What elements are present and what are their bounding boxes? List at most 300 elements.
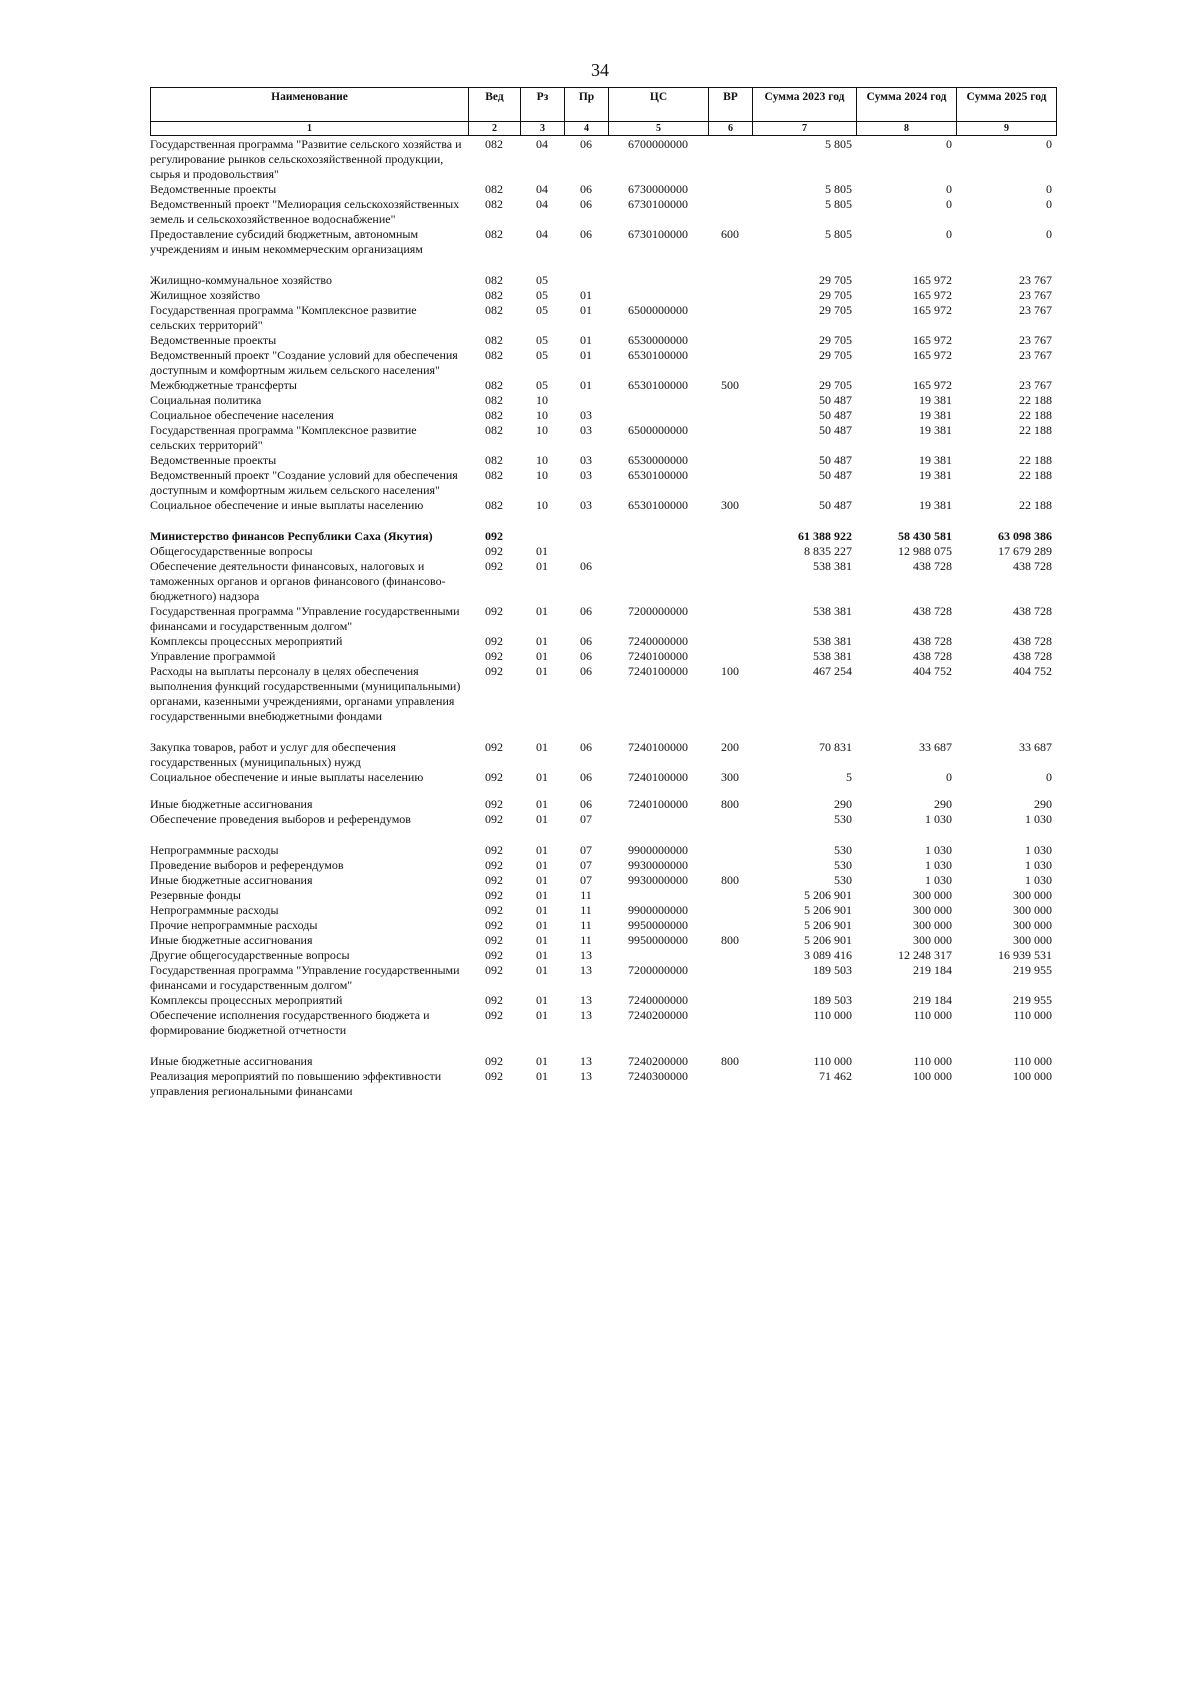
row-name: Социальное обеспечение и иные выплаты населению: [150, 498, 424, 512]
row-pr: [564, 257, 608, 288]
row-name: Социальное обеспечение населения: [150, 408, 334, 422]
row-ved: 092: [485, 903, 503, 917]
row-sum-2023: 5 805: [825, 227, 852, 241]
row-sum-2025: 63 098 386: [998, 529, 1052, 543]
row-sum-2023: 29 705: [819, 288, 852, 302]
header-cs: ЦС: [609, 88, 709, 122]
row-name: Комплексы процессных мероприятий: [150, 993, 343, 1007]
row-cs: 6500000000: [628, 303, 688, 317]
table-row: [150, 1008, 1056, 1038]
row-sum-2025: 16 939 531: [998, 948, 1052, 962]
row-cs: 6730000000: [628, 182, 688, 196]
row-sum-2025: 23 767: [1019, 333, 1052, 347]
header-index-7: 7: [753, 122, 857, 136]
header-sum-2023: Сумма 2023 год: [753, 88, 857, 122]
row-pr: 07: [580, 873, 592, 887]
row-pr: 06: [580, 797, 592, 811]
row-ved: 092: [485, 858, 503, 872]
row-rz: 10: [536, 393, 548, 407]
row-vr: [708, 393, 752, 408]
row-vr: [708, 812, 752, 827]
table-row: [150, 604, 1056, 634]
row-sum-2024: 12 248 317: [898, 948, 952, 962]
row-sum-2024: 300 000: [913, 888, 952, 902]
row-rz: 10: [536, 453, 548, 467]
row-pr: 11: [580, 933, 592, 947]
row-sum-2023: 3 089 416: [804, 948, 852, 962]
row-name: Государственная программа "Управление государственными финансами и государственным долгом": [150, 604, 460, 633]
row-ved: 092: [485, 544, 503, 558]
row-sum-2025: 0: [1046, 197, 1052, 211]
table-row: [150, 933, 1056, 948]
row-sum-2023: 50 487: [819, 498, 852, 512]
row-pr: 06: [580, 664, 592, 678]
row-pr: 06: [580, 559, 592, 573]
row-ved: 092: [485, 963, 503, 977]
row-cs: [608, 393, 708, 408]
row-rz: 01: [536, 948, 548, 962]
row-sum-2025: 0: [1046, 227, 1052, 241]
row-sum-2024: 438 728: [913, 604, 952, 618]
row-name: Иные бюджетные ассигнования: [150, 873, 313, 887]
row-cs: [608, 544, 708, 559]
row-sum-2024: 110 000: [913, 1054, 952, 1068]
row-cs: 7240300000: [628, 1069, 688, 1083]
row-rz: 01: [536, 903, 548, 917]
row-name: Предоставление субсидий бюджетным, автономным учреждениям и иным некоммерческим организациям: [150, 227, 423, 256]
table-row: [150, 257, 1056, 288]
row-sum-2023: 5 805: [825, 182, 852, 196]
row-name: Социальное обеспечение и иные выплаты населению: [150, 770, 424, 784]
row-sum-2025: 23 767: [1019, 288, 1052, 302]
row-name: Комплексы процессных мероприятий: [150, 634, 343, 648]
row-name: Ведомственные проекты: [150, 182, 277, 196]
table-row: [150, 197, 1056, 227]
row-rz: 05: [536, 378, 548, 392]
row-vr: [708, 1008, 752, 1038]
table-row: [150, 664, 1056, 724]
table-row: [150, 393, 1056, 408]
row-sum-2023: 8 835 227: [804, 544, 852, 558]
row-name: Ведомственные проекты: [150, 453, 277, 467]
row-cs: 9900000000: [628, 843, 688, 857]
row-sum-2023: 29 705: [819, 348, 852, 362]
row-rz: 01: [536, 634, 548, 648]
row-cs: 9950000000: [628, 918, 688, 932]
table-row: [150, 770, 1056, 785]
row-sum-2023: 290: [834, 797, 852, 811]
row-sum-2023: 29 705: [819, 303, 852, 317]
table-row: [150, 182, 1056, 197]
row-sum-2024: 290: [934, 797, 952, 811]
row-sum-2023: 538 381: [813, 649, 852, 663]
row-cs: [608, 288, 708, 303]
row-pr: 01: [580, 303, 592, 317]
row-sum-2024: 300 000: [913, 918, 952, 932]
table-row: [150, 137, 1056, 182]
row-name: Государственная программа "Комплексное развитие сельских территорий": [150, 303, 417, 332]
row-rz: 01: [536, 963, 548, 977]
row-sum-2025: 300 000: [1013, 918, 1052, 932]
row-cs: 6730100000: [628, 197, 688, 211]
row-sum-2023: 5: [846, 770, 852, 784]
row-name: Ведомственный проект "Создание условий для обеспечения доступным и комфортным жильем сельского населения": [150, 468, 458, 497]
row-sum-2023: 530: [834, 873, 852, 887]
row-sum-2024: 438 728: [913, 649, 952, 663]
row-sum-2025: 23 767: [1019, 378, 1052, 392]
row-rz: 01: [536, 559, 548, 573]
row-vr: [708, 827, 752, 858]
row-sum-2025: 438 728: [1013, 634, 1052, 648]
row-sum-2023: 70 831: [819, 740, 852, 754]
table-row: [150, 858, 1056, 873]
row-sum-2023: 5 206 901: [804, 903, 852, 917]
row-sum-2025: 219 955: [1013, 963, 1052, 977]
row-name: Расходы на выплаты персоналу в целях обеспечения выполнения функций государственными (муниципальными) органами, казенными учреждениями, органами управления государственными внебюджетными фондами: [150, 664, 461, 723]
row-pr: 13: [580, 993, 592, 1007]
row-cs: 6530100000: [628, 468, 688, 482]
row-name: Государственная программа "Управление государственными финансами и государственным долгом": [150, 963, 460, 992]
row-sum-2024: 12 988 075: [898, 544, 952, 558]
row-rz: 01: [536, 740, 548, 754]
row-sum-2024: 0: [946, 227, 952, 241]
row-ved: 092: [485, 948, 503, 962]
row-cs: 7240100000: [628, 649, 688, 663]
row-name: Ведомственный проект "Мелиорация сельскохозяйственных земель и сельскохозяйственное водоснабжение": [150, 197, 460, 226]
header-ved: Вед: [469, 88, 521, 122]
row-sum-2023: 530: [834, 812, 852, 826]
row-ved: 092: [485, 559, 503, 573]
row-rz: 01: [536, 1054, 548, 1068]
header-index-5: 5: [609, 122, 709, 136]
table-row: [150, 348, 1056, 378]
row-sum-2023: 29 705: [819, 333, 852, 347]
row-sum-2024: 19 381: [919, 453, 952, 467]
row-sum-2024: 19 381: [919, 393, 952, 407]
row-rz: 05: [536, 273, 548, 287]
row-pr: 13: [580, 1069, 592, 1083]
table-row: [150, 498, 1056, 513]
row-rz: 01: [536, 797, 548, 811]
row-cs: 6530100000: [628, 378, 688, 392]
row-rz: 05: [536, 348, 548, 362]
row-sum-2024: 19 381: [919, 498, 952, 512]
row-cs: 6530100000: [628, 498, 688, 512]
row-pr: 13: [580, 1008, 592, 1022]
row-name: Резервные фонды: [150, 888, 241, 902]
row-sum-2025: 0: [1046, 770, 1052, 784]
row-rz: 01: [536, 1069, 548, 1083]
row-name: Жилищное хозяйство: [150, 288, 261, 302]
row-name: Министерство финансов Республики Саха (Якутия): [150, 529, 433, 543]
row-vr: [708, 903, 752, 918]
row-sum-2023: 5 805: [825, 137, 852, 151]
row-rz: 01: [536, 664, 548, 678]
row-sum-2024: 19 381: [919, 408, 952, 422]
row-name: Иные бюджетные ассигнования: [150, 797, 313, 811]
row-vr: [708, 408, 752, 423]
row-rz: [520, 513, 564, 544]
row-sum-2024: 0: [946, 197, 952, 211]
row-vr: [708, 634, 752, 649]
row-pr: 03: [580, 408, 592, 422]
row-name: Государственная программа "Комплексное развитие сельских территорий": [150, 423, 417, 452]
row-sum-2024: 0: [946, 770, 952, 784]
row-sum-2023: 50 487: [819, 393, 852, 407]
row-vr: [708, 348, 752, 378]
row-ved: 092: [485, 529, 503, 543]
row-vr: 800: [721, 933, 739, 947]
row-vr: [708, 963, 752, 993]
row-vr: [708, 303, 752, 333]
row-vr: 300: [721, 498, 739, 512]
row-vr: [708, 468, 752, 498]
row-sum-2023: 467 254: [813, 664, 852, 678]
row-vr: [708, 948, 752, 963]
row-ved: 082: [485, 303, 503, 317]
row-sum-2025: 33 687: [1019, 740, 1052, 754]
page-number: 34: [591, 60, 609, 80]
row-sum-2023: 5 805: [825, 197, 852, 211]
row-vr: [708, 858, 752, 873]
row-sum-2024: 19 381: [919, 423, 952, 437]
row-sum-2023: 5 206 901: [804, 918, 852, 932]
row-cs: 7240000000: [628, 634, 688, 648]
row-sum-2024: 300 000: [913, 903, 952, 917]
table-row: [150, 948, 1056, 963]
header-pr: Пр: [565, 88, 609, 122]
header-vr: ВР: [709, 88, 753, 122]
table-row: [150, 408, 1056, 423]
table-row: [150, 544, 1056, 559]
row-rz: 05: [536, 333, 548, 347]
row-rz: 01: [536, 843, 548, 857]
row-pr: 07: [580, 858, 592, 872]
row-name: Управление программой: [150, 649, 276, 663]
row-cs: 6530000000: [628, 453, 688, 467]
row-sum-2023: 61 388 922: [798, 529, 852, 543]
row-sum-2023: 50 487: [819, 423, 852, 437]
row-cs: 7240100000: [628, 664, 688, 678]
row-cs: [608, 948, 708, 963]
row-pr: 07: [580, 843, 592, 857]
row-vr: 200: [721, 740, 739, 754]
row-rz: 01: [536, 770, 548, 784]
row-rz: 10: [536, 423, 548, 437]
row-ved: 082: [485, 348, 503, 362]
row-sum-2025: 438 728: [1013, 604, 1052, 618]
row-pr: 07: [580, 812, 592, 826]
row-vr: 600: [721, 227, 739, 241]
row-ved: 082: [485, 423, 503, 437]
row-cs: [608, 513, 708, 544]
row-sum-2024: 58 430 581: [898, 529, 952, 543]
row-sum-2025: 1 030: [1025, 858, 1052, 872]
row-vr: 500: [721, 378, 739, 392]
row-cs: 9930000000: [628, 873, 688, 887]
row-ved: 092: [485, 1069, 503, 1083]
row-name: Общегосударственные вопросы: [150, 544, 313, 558]
table-row: [150, 724, 1056, 770]
row-name: Реализация мероприятий по повышению эффективности управления региональными финансами: [150, 1069, 442, 1098]
table-row: [150, 559, 1056, 604]
row-rz: 01: [536, 649, 548, 663]
table-row: [150, 423, 1056, 453]
row-cs: [608, 888, 708, 903]
row-vr: [708, 649, 752, 664]
row-pr: 03: [580, 453, 592, 467]
row-sum-2025: 22 188: [1019, 408, 1052, 422]
row-sum-2024: 219 184: [913, 993, 952, 1007]
row-rz: 04: [536, 137, 548, 151]
table-row: [150, 1038, 1056, 1069]
row-sum-2025: 438 728: [1013, 649, 1052, 663]
row-rz: 01: [536, 604, 548, 618]
row-ved: 092: [485, 797, 503, 811]
row-ved: 092: [485, 740, 503, 754]
row-vr: 800: [721, 797, 739, 811]
row-sum-2024: 100 000: [913, 1069, 952, 1083]
row-pr: 03: [580, 423, 592, 437]
row-sum-2023: 530: [834, 843, 852, 857]
row-ved: 092: [485, 933, 503, 947]
row-vr: 800: [721, 1054, 739, 1068]
row-sum-2024: 1 030: [925, 858, 952, 872]
header-index-2: 2: [469, 122, 521, 136]
row-sum-2023: 538 381: [813, 634, 852, 648]
table-row: [150, 513, 1056, 544]
row-cs: 7240200000: [628, 1054, 688, 1068]
row-pr: [564, 393, 608, 408]
table-row: [150, 963, 1056, 993]
row-sum-2025: 110 000: [1013, 1054, 1052, 1068]
row-sum-2025: 23 767: [1019, 273, 1052, 287]
row-cs: 7240100000: [628, 740, 688, 754]
header-index-1: 1: [151, 122, 469, 136]
table-row: [150, 378, 1056, 393]
row-sum-2024: 300 000: [913, 933, 952, 947]
row-rz: 04: [536, 227, 548, 241]
table-row: [150, 873, 1056, 888]
row-sum-2025: 300 000: [1013, 888, 1052, 902]
row-cs: [608, 408, 708, 423]
row-vr: [708, 453, 752, 468]
row-sum-2023: 50 487: [819, 408, 852, 422]
row-ved: 082: [485, 468, 503, 482]
row-cs: 7240100000: [628, 797, 688, 811]
row-sum-2024: 165 972: [913, 273, 952, 287]
row-pr: 06: [580, 649, 592, 663]
row-vr: 300: [721, 770, 739, 784]
row-pr: 06: [580, 770, 592, 784]
row-pr: 06: [580, 604, 592, 618]
row-pr: 06: [580, 634, 592, 648]
row-rz: 04: [536, 197, 548, 211]
row-sum-2023: 110 000: [813, 1054, 852, 1068]
row-sum-2025: 1 030: [1025, 812, 1052, 826]
table-row: [150, 1069, 1056, 1099]
row-rz: 01: [536, 873, 548, 887]
row-ved: 092: [485, 873, 503, 887]
row-sum-2025: 1 030: [1025, 873, 1052, 887]
row-pr: 01: [580, 333, 592, 347]
row-name: Жилищно-коммунальное хозяйство: [150, 273, 333, 287]
row-ved: 082: [485, 182, 503, 196]
row-cs: 6500000000: [628, 423, 688, 437]
row-ved: 092: [485, 634, 503, 648]
row-ved: 092: [485, 843, 503, 857]
row-ved: 082: [485, 453, 503, 467]
row-name: Социальная политика: [150, 393, 262, 407]
row-sum-2023: 538 381: [813, 604, 852, 618]
row-sum-2024: 165 972: [913, 303, 952, 317]
row-sum-2024: 0: [946, 182, 952, 196]
row-name: Проведение выборов и референдумов: [150, 858, 344, 872]
row-name: Государственная программа "Развитие сельского хозяйства и регулирование рынков сельскохозяйственной продукции, сырья и продовольствия": [150, 137, 462, 181]
row-cs: 6530000000: [628, 333, 688, 347]
row-name: Ведомственные проекты: [150, 333, 277, 347]
row-sum-2025: 22 188: [1019, 423, 1052, 437]
row-sum-2023: 71 462: [819, 1069, 852, 1083]
table-row: [150, 993, 1056, 1008]
row-ved: 092: [485, 770, 503, 784]
row-name: Прочие непрограммные расходы: [150, 918, 318, 932]
row-sum-2025: 110 000: [1013, 1008, 1052, 1022]
budget-table: [150, 137, 1056, 1099]
row-ved: 082: [485, 227, 503, 241]
row-sum-2024: 404 752: [913, 664, 952, 678]
row-sum-2025: 290: [1034, 797, 1052, 811]
row-sum-2025: 22 188: [1019, 453, 1052, 467]
header-index-6: 6: [709, 122, 753, 136]
row-vr: [708, 544, 752, 559]
row-pr: 06: [580, 182, 592, 196]
row-cs: 7240100000: [628, 770, 688, 784]
row-sum-2024: 165 972: [913, 288, 952, 302]
row-name: Иные бюджетные ассигнования: [150, 1054, 313, 1068]
row-ved: 082: [485, 333, 503, 347]
row-sum-2023: 29 705: [819, 378, 852, 392]
row-sum-2024: 1 030: [925, 843, 952, 857]
row-name: Закупка товаров, работ и услуг для обеспечения государственных (муниципальных) нужд: [150, 740, 396, 769]
table-row: [150, 453, 1056, 468]
row-pr: 06: [580, 740, 592, 754]
table-row: [150, 812, 1056, 827]
row-cs: 9950000000: [628, 933, 688, 947]
row-pr: 06: [580, 227, 592, 241]
row-sum-2025: 17 679 289: [998, 544, 1052, 558]
row-vr: [708, 182, 752, 197]
row-vr: 100: [721, 664, 739, 678]
row-ved: 082: [485, 288, 503, 302]
table-row: [150, 649, 1056, 664]
row-vr: [708, 888, 752, 903]
row-name: Непрограммные расходы: [150, 903, 279, 917]
row-name: Ведомственный проект "Создание условий для обеспечения доступным и комфортным жильем сельского населения": [150, 348, 458, 377]
row-rz: 10: [536, 498, 548, 512]
row-cs: [608, 812, 708, 827]
row-cs: 7240000000: [628, 993, 688, 1007]
row-vr: [708, 918, 752, 933]
row-vr: [708, 1069, 752, 1099]
row-sum-2023: 29 705: [819, 273, 852, 287]
table-row: [150, 288, 1056, 303]
row-ved: 092: [485, 888, 503, 902]
row-ved: 082: [485, 408, 503, 422]
row-ved: 092: [485, 664, 503, 678]
row-sum-2024: 1 030: [925, 812, 952, 826]
table-header: [150, 87, 1057, 136]
